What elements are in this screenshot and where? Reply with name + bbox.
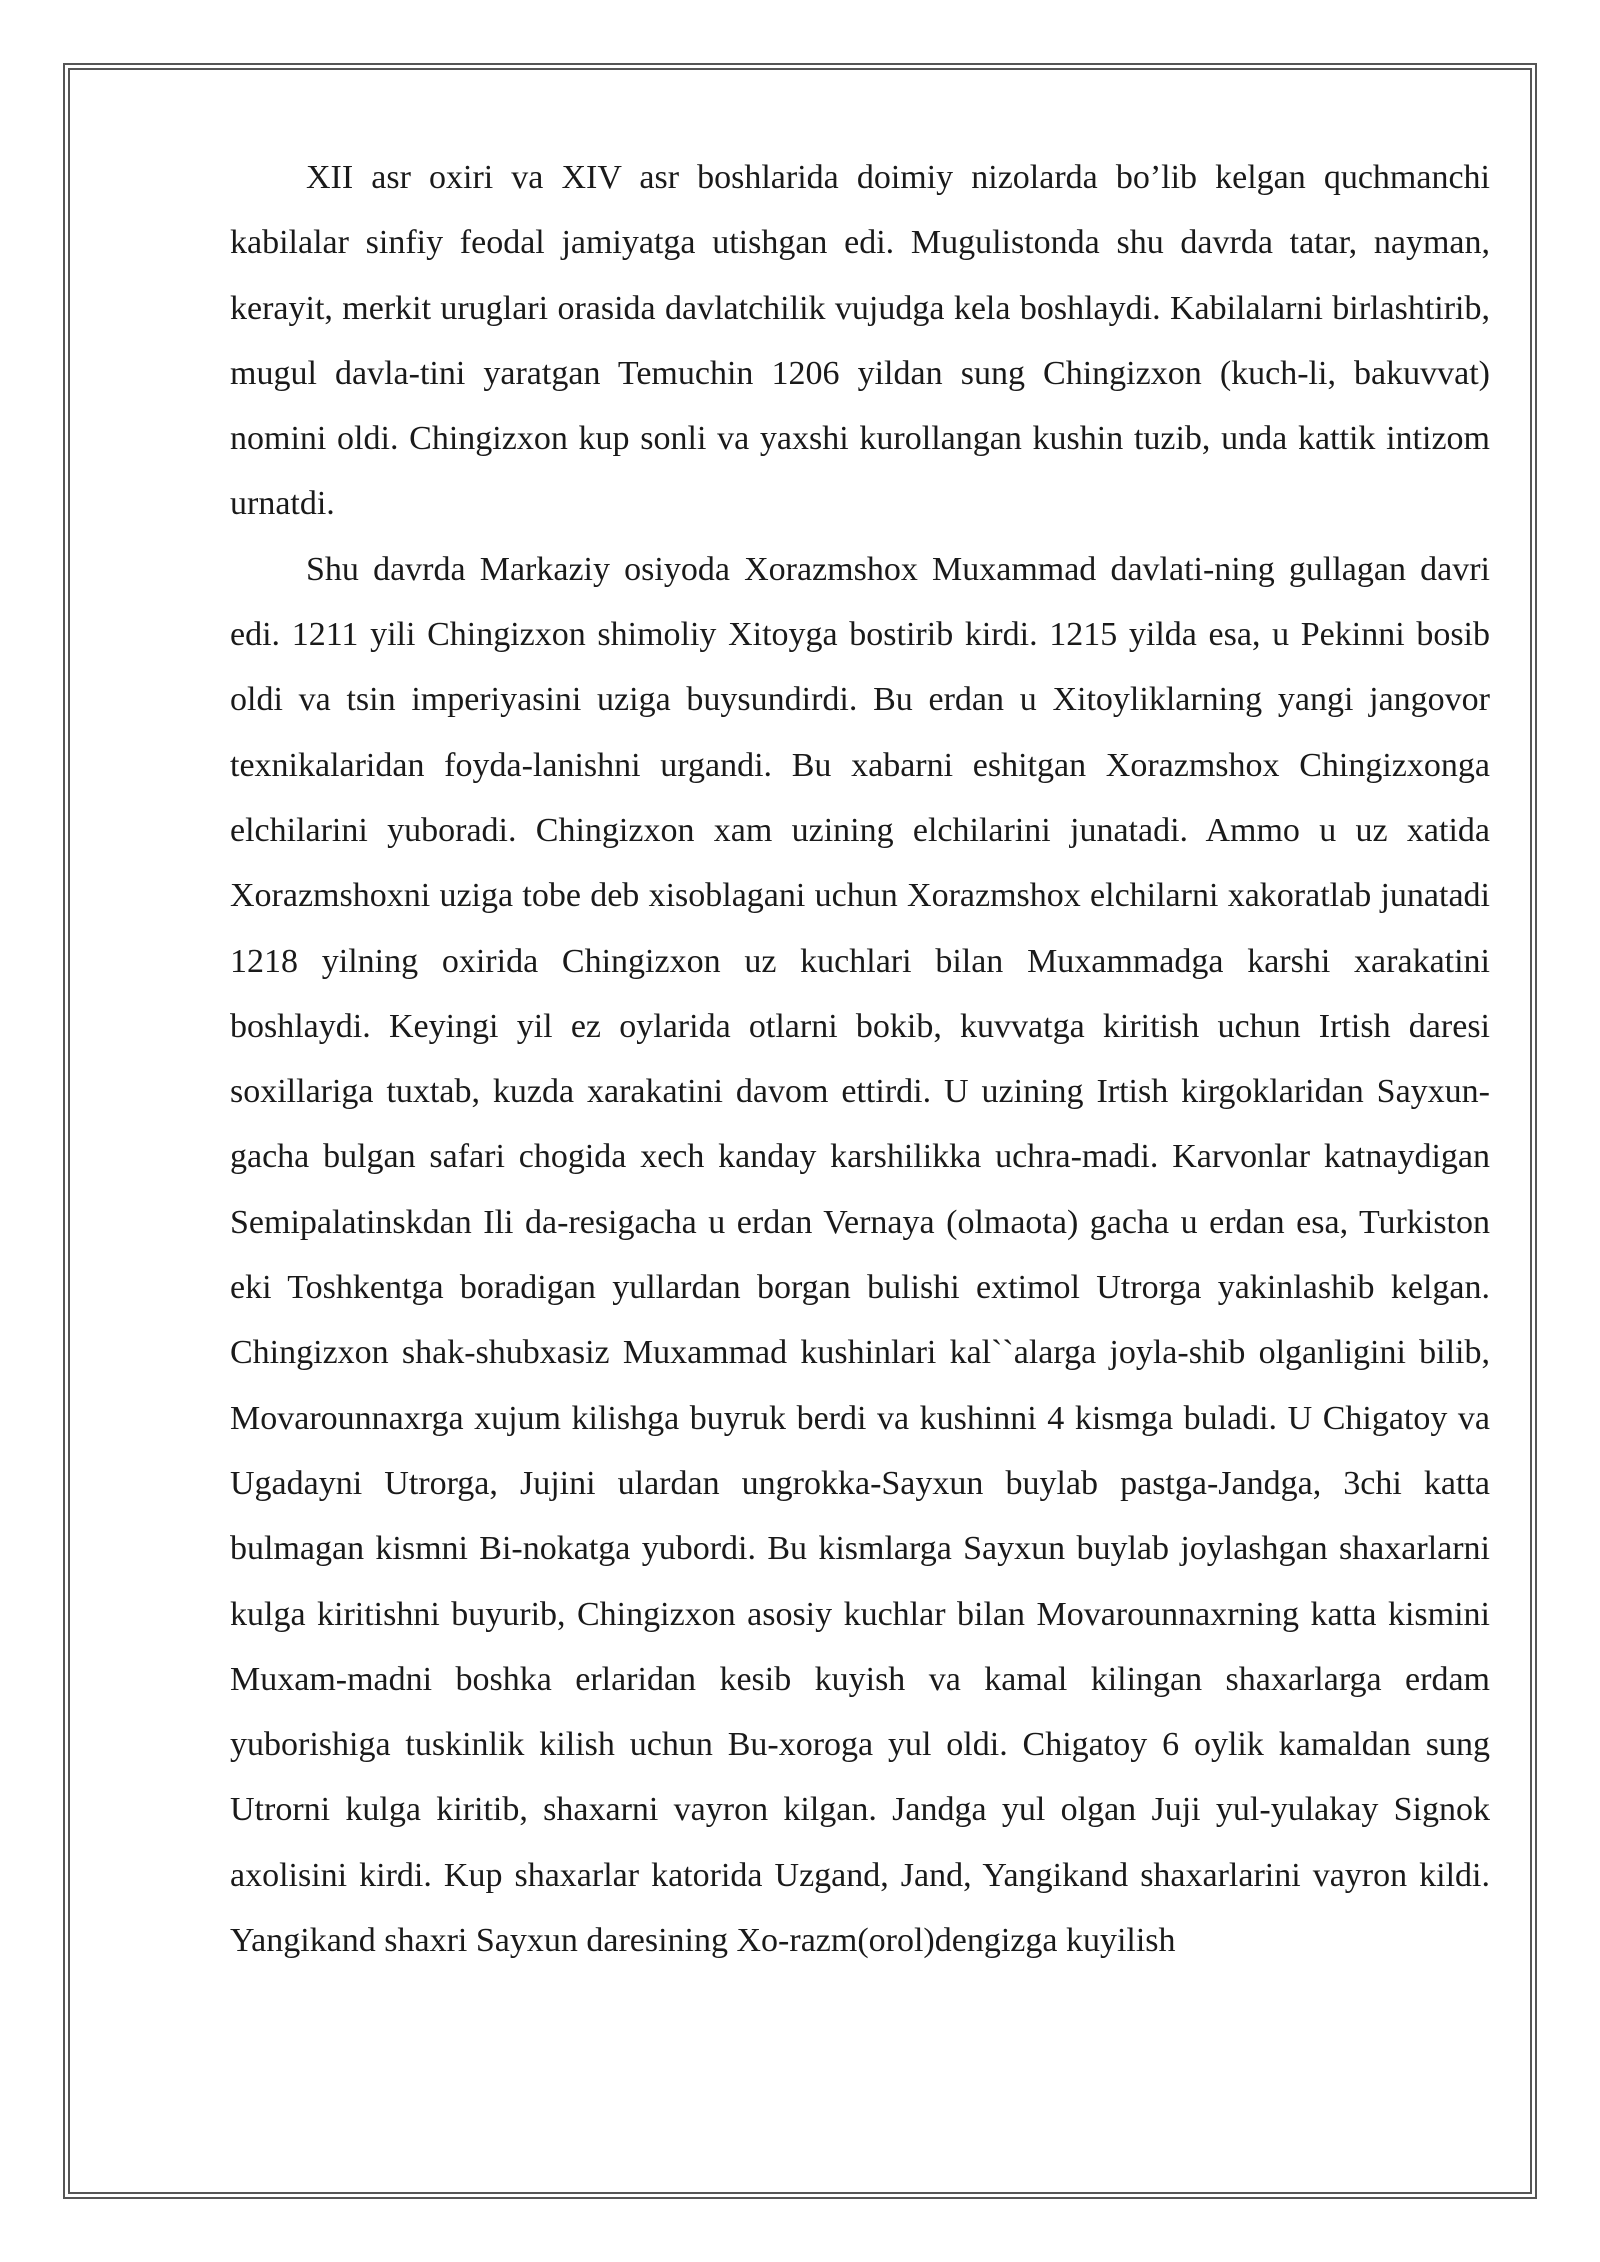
paragraph: Shu davrda Markaziy osiyoda Xorazmshox Muxammad davlati-ning gullagan davri edi. 1211 yili Chingizxon shimoliy Xitoyga bostirib kirdi. 1215 yilda esa, u Pekinni bosib oldi va tsin imperiyasini uziga buysundirdi. Bu erdan u Xitoyliklarning yangi jangovor texnikalaridan foyda-lanishni urgandi. Bu xabarni eshitgan Xorazmshox Chingizxonga elchilarini yuboradi. Chingizxon xam uzining elchilarini junatadi. Ammo u uz xatida Xorazmshoxni uziga tobe deb xisoblagani uchun Xorazmshox elchilarni xakoratlab junatadi 1218 yilning oxirida Chingizxon uz kuchlari bilan Muxammadga karshi xarakatini boshlaydi. Keyingi yil ez oylarida otlarni bokib, kuvvatga kiritish uchun Irtish daresi soxillariga tuxtab, kuzda xarakatini davom ettirdi. U uzining Irtish kirgoklaridan Sayxun-gacha bulgan safari chogida xech kanday karshilikka uchra-madi. Karvonlar katnaydigan Semipalatinskdan Ili da-resigacha u erdan Vernaya (olmaota) gacha u erdan esa, Turkiston eki Toshkentga boradigan yullardan borgan bulishi extimol Utrorga yakinlashib kelgan. Chingizxon shak-shubxasiz Muxammad kushinlari kal``alarga joyla-shib olganligini bilib, Movarounnaxrga xujum kilishga buyruk berdi va kushinni 4 kismga buladi. U Chigatoy va Ugadayni Utrorga, Jujini ulardan ungrokka-Sayxun buylab pastga-Jandga, 3chi katta bulmagan kismni Bi-nokatga yubordi. Bu kismlarga Sayxun buylab joylashgan shaxarlarni kulga kiritishni buyurib, Chingizxon asosiy kuchlar bilan Movarounnaxrning katta kismini Muxam-madni boshka erlaridan kesib kuyish va kamal kilingan shaxarlarga erdam yuborishiga tuskinlik kilish uchun Bu-xoroga yul oldi. Chigatoy 6 oylik kamaldan sung Utrorni kulga kiritib, shaxarni vayron kilgan. Jandga yul olgan Juji yul-yulakay Signok axolisini kirdi. Kup shaxarlar katorida Uzgand, Jand, Yangikand shaxarlarini vayron kildi. Yangikand shaxri Sayxun daresining Xo-razm(orol)dengizga kuyilish — [230, 550, 1490, 1960]
paragraph: XII asr oxiri va XIV asr boshlarida doimiy nizolarda bo’lib kelgan quchmanchi kabilalar sinfiy feodal jamiyatga utishgan edi. Mugulistonda shu davrda tatar, nayman, kerayit, merkit uruglari orasida davlatchilik vujudga kela boshlaydi. Kabilalarni birlashtirib, mugul davla-tini yaratgan Temuchin 1206 yildan sung Chingizxon (kuch-li, bakuvvat) nomini oldi. Chingizxon kup sonli va yaxshi kurollangan kushin tuzib, unda kattik intizom urnatdi. — [230, 159, 1490, 523]
document-body — [230, 145, 1490, 1973]
